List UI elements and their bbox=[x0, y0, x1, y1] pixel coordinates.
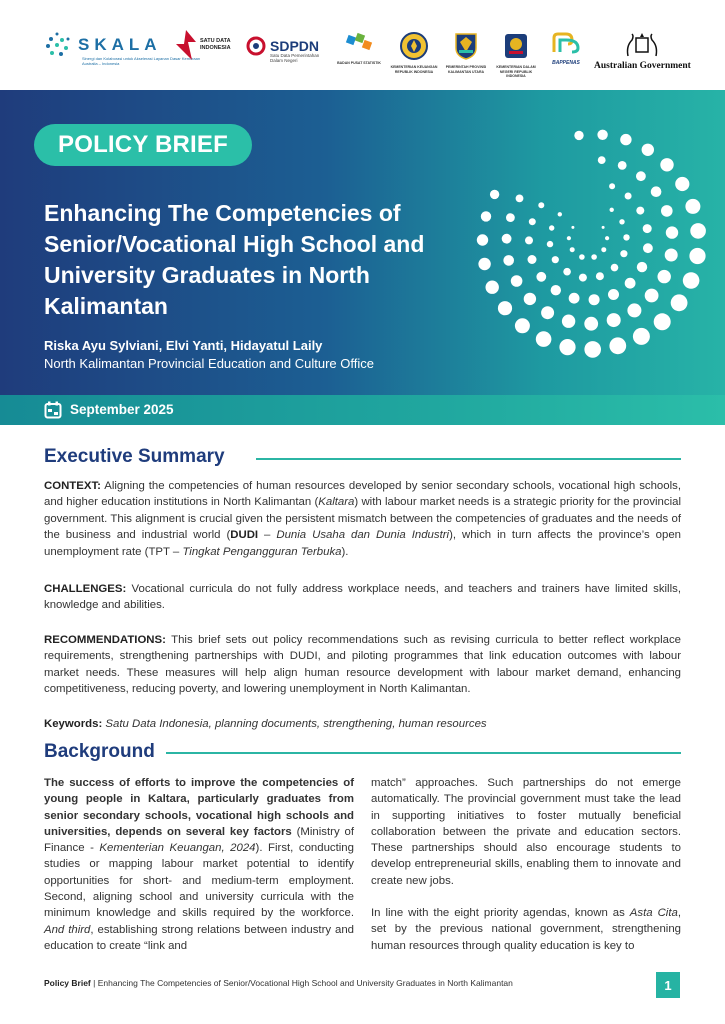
australian-government-text: Australian Government bbox=[594, 61, 691, 71]
swirl-dot bbox=[584, 317, 598, 331]
bappenas-caption: BAPPENAS bbox=[552, 60, 580, 66]
policy-brief-label: POLICY BRIEF bbox=[34, 124, 252, 166]
swirl-dot bbox=[660, 158, 673, 171]
swirl-dot bbox=[625, 278, 636, 289]
sdpdn-logo bbox=[246, 36, 320, 63]
publication-date: September 2025 bbox=[70, 402, 174, 417]
swirl-dot bbox=[619, 219, 624, 224]
satu-data-text: SATU DATA INDONESIA bbox=[200, 38, 231, 51]
australia-crest-icon bbox=[622, 32, 662, 58]
swirl-dot bbox=[607, 313, 621, 327]
swirl-dot bbox=[511, 275, 523, 287]
recommendations-label: RECOMMENDATIONS: bbox=[44, 634, 166, 646]
keywords-line bbox=[44, 716, 681, 732]
swirl-dot bbox=[584, 341, 601, 358]
bappenas-logo bbox=[540, 32, 592, 66]
recommendations-paragraph bbox=[44, 632, 681, 698]
australian-government-logo bbox=[594, 32, 691, 71]
background-text: ). First, conducting studies or mapping labour market potential to identify opportunities for short- and medium-term employment. Second, aligning school and university curricula with the minimum knowledge and skills required by the workforce. bbox=[44, 842, 354, 920]
context-label: CONTEXT: bbox=[44, 480, 101, 492]
swirl-dot bbox=[574, 131, 583, 140]
swirl-dot bbox=[486, 281, 499, 294]
context-paragraph bbox=[44, 478, 681, 560]
kaltara-caption: PEMERINTAH PROVINSI KALIMANTAN UTARA bbox=[445, 65, 487, 74]
background-text: (Ministry of Finance - bbox=[44, 825, 355, 855]
swirl-dot bbox=[579, 254, 585, 260]
swirl-dot bbox=[516, 195, 524, 203]
swirl-dot bbox=[683, 272, 700, 289]
background-right-column bbox=[371, 775, 681, 954]
skala-spiral-icon bbox=[42, 30, 72, 60]
kaltara-shield-icon bbox=[454, 32, 478, 60]
swirl-dot bbox=[636, 171, 646, 181]
background-left-column bbox=[44, 775, 354, 954]
swirl-dot bbox=[671, 294, 688, 311]
footer-separator: | bbox=[90, 978, 98, 988]
date-band bbox=[0, 395, 725, 425]
background-third: And third bbox=[44, 923, 91, 936]
footer-label: Policy Brief bbox=[44, 978, 91, 988]
background-right-paragraph-2 bbox=[371, 905, 681, 954]
keywords-label: Keywords: bbox=[44, 718, 103, 730]
kemenkeu-logo bbox=[388, 32, 440, 74]
swirl-dot bbox=[529, 218, 536, 225]
swirl-dot bbox=[515, 318, 530, 333]
swirl-dot bbox=[503, 255, 514, 266]
background-heading: Background bbox=[44, 741, 155, 762]
swirl-dot bbox=[538, 202, 544, 208]
swirl-dot bbox=[623, 234, 629, 240]
swirl-dot bbox=[552, 256, 559, 263]
background-right-paragraph-1: match” approaches. Such partnerships do not emerge automatically. The provincial government must take the lead in supporting initiatives to foster mutually beneficial collaboration between the private and education sectors. These partnerships should also encourage students to develop entrepreneurial skills, enabling them to innovate and create new jobs. bbox=[371, 777, 681, 887]
swirl-dot bbox=[524, 293, 536, 305]
footer-title: Enhancing The Competencies of Senior/Vocational High School and University Graduates in North Kalimantan bbox=[97, 978, 513, 988]
swirl-dot bbox=[658, 270, 671, 283]
swirl-dot bbox=[620, 250, 627, 257]
kemendagri-logo bbox=[490, 32, 542, 79]
bappenas-mark-icon bbox=[550, 32, 582, 56]
swirl-dot bbox=[643, 224, 652, 233]
swirl-dot bbox=[563, 268, 571, 276]
swirl-dot bbox=[661, 205, 673, 217]
affiliation: North Kalimantan Provincial Education and Culture Office bbox=[44, 356, 374, 371]
swirl-dot bbox=[618, 161, 627, 170]
context-kaltara: Kaltara bbox=[318, 496, 355, 509]
swirl-dot bbox=[506, 213, 515, 222]
swirl-dot bbox=[490, 190, 499, 199]
bps-mark-icon bbox=[344, 32, 374, 56]
swirl-dot bbox=[643, 243, 653, 253]
context-text: ) with labour market needs is a strategic priority for the provincial government. This alignment is crucial given the persistent mismatch between the competencies of graduates and the needs of the business and industrial world ( bbox=[44, 496, 681, 542]
kemendagri-caption: KEMENTERIAN DALAM NEGERI REPUBLIK INDONESIA bbox=[496, 65, 536, 78]
swirl-dot bbox=[665, 249, 678, 262]
swirl-dot bbox=[651, 186, 662, 197]
page-number: 1 bbox=[656, 972, 680, 998]
swirl-dot bbox=[598, 156, 606, 164]
page-footer bbox=[44, 978, 513, 988]
swirl-dot bbox=[478, 258, 490, 270]
swirl-dot bbox=[525, 236, 533, 244]
swirl-dot bbox=[536, 272, 546, 282]
swirl-dot bbox=[610, 208, 614, 212]
swirl-dot bbox=[597, 130, 607, 140]
skala-logo bbox=[42, 30, 201, 66]
swirl-dot bbox=[481, 211, 491, 221]
kemendagri-emblem-icon bbox=[503, 32, 529, 60]
swirl-dot bbox=[558, 212, 562, 216]
bps-logo bbox=[333, 32, 385, 66]
skala-name: SKALA bbox=[78, 35, 162, 54]
context-text: ). bbox=[341, 545, 349, 558]
swirl-dot bbox=[609, 183, 615, 189]
background-text: , establishing strong relations between industry and education to create “link and bbox=[44, 923, 354, 952]
swirl-dot bbox=[625, 193, 632, 200]
swirl-dot bbox=[549, 225, 554, 230]
swirl-dot bbox=[536, 331, 552, 347]
context-text: Aligning the competencies of human resources developed by senior secondary schools, vocational high schools, and higher education institutions in North Kalimantan ( bbox=[44, 480, 681, 509]
executive-summary-rule bbox=[256, 458, 681, 460]
swirl-dot bbox=[589, 294, 600, 305]
swirl-dot bbox=[567, 236, 571, 240]
swirl-dot bbox=[559, 339, 575, 355]
page-title: Enhancing The Competencies of Senior/Vocational High School and University Graduates in North Kalimantan bbox=[44, 200, 425, 319]
swirl-dot bbox=[690, 223, 706, 239]
bps-caption: BADAN PUSAT STATISTIK bbox=[337, 61, 381, 65]
challenges-paragraph bbox=[44, 581, 681, 614]
swirl-dot bbox=[609, 337, 626, 354]
kaltara-logo bbox=[440, 32, 492, 74]
background-citation: Kementerian Keuangan, 2024 bbox=[99, 842, 256, 855]
swirl-dot bbox=[633, 328, 650, 345]
swirl-dot bbox=[675, 177, 689, 191]
swirl-dot bbox=[562, 315, 575, 328]
sdpdn-sub: Satu Data Pemerintahan Dalam Negeri bbox=[270, 53, 320, 63]
swirl-dot bbox=[551, 285, 561, 295]
swirl-dot bbox=[620, 134, 631, 145]
recommendations-text: This brief sets out policy recommendations such as revising curricula to better reflect workplace requirements, strengthening partnerships with DUDI, and piloting programmes that link education outcomes with labour market needs. These measures will help align human resource development with labour market demand, enhancing competitiveness, reducing poverty, and lowering unemployment in North Kalimantan. bbox=[44, 634, 681, 696]
swirl-dot bbox=[611, 264, 619, 272]
swirl-dot bbox=[689, 248, 705, 264]
swirl-dot bbox=[498, 301, 512, 315]
swirl-dot bbox=[570, 247, 575, 252]
swirl-dot bbox=[571, 226, 574, 229]
satu-data-indonesia-logo bbox=[176, 30, 246, 60]
context-text: ), which in turn affects the province’s open unemployment rate (TPT – bbox=[44, 529, 682, 558]
swirl-dot bbox=[666, 226, 678, 238]
executive-summary-heading: Executive Summary bbox=[44, 446, 225, 467]
swirl-dot bbox=[541, 306, 554, 319]
context-text: – bbox=[258, 529, 277, 542]
kemenkeu-emblem-icon bbox=[400, 32, 428, 60]
swirl-dot bbox=[645, 289, 659, 303]
background-text: In line with the eight priority agendas, known as bbox=[371, 907, 630, 920]
swirl-dot bbox=[579, 274, 587, 282]
swirl-dot bbox=[591, 254, 597, 260]
swirl-dot bbox=[547, 241, 553, 247]
skala-tagline: Sinergi dan Kolaborasi untuk Akselerasi Layanan Dasar Kemitraan Australia – Indonesia bbox=[82, 56, 201, 66]
sdpdn-name: SDPDN bbox=[270, 38, 320, 54]
authors: Riska Ayu Sylviani, Elvi Yanti, Hidayatul Laily bbox=[44, 338, 323, 353]
swirl-dot bbox=[596, 272, 604, 280]
context-tpt-long: Tingkat Pengangguran Terbuka bbox=[182, 545, 342, 558]
swirl-dot bbox=[685, 199, 700, 214]
hero-banner bbox=[0, 90, 725, 395]
challenges-label: CHALLENGES: bbox=[44, 583, 127, 595]
partner-logo-bar bbox=[0, 0, 725, 90]
swirl-dot bbox=[569, 293, 580, 304]
swirl-dot bbox=[637, 262, 647, 272]
asta-cita-term: Asta Cita bbox=[629, 907, 678, 920]
challenges-text: Vocational curricula do not fully address workplace needs, and teachers and trainers have limited skills, knowledge and abilities. bbox=[44, 583, 681, 612]
background-text: , set by the previous national government, strengthening human resources through quality education is key to bbox=[371, 907, 681, 952]
swirl-dot bbox=[601, 247, 606, 252]
background-lead: The success of efforts to improve the competencies of young people in Kaltara, particularly graduates from senior secondary schools, vocational high schools and universities, depends on several key factors bbox=[44, 777, 354, 838]
sdpdn-mark-icon bbox=[246, 36, 266, 56]
swirl-dot bbox=[642, 144, 654, 156]
swirl-dot bbox=[502, 234, 512, 244]
satu-data-mark-icon bbox=[176, 30, 196, 60]
context-dudi-long: Dunia Usaha dan Dunia Industri bbox=[276, 529, 450, 542]
swirl-dot bbox=[605, 236, 609, 240]
swirl-dot bbox=[608, 289, 619, 300]
swirl-dot bbox=[627, 303, 641, 317]
swirl-dot bbox=[636, 207, 644, 215]
kemenkeu-caption: KEMENTERIAN KEUANGAN REPUBLIK INDONESIA bbox=[390, 65, 438, 74]
keywords-text: Satu Data Indonesia, planning documents, strengthening, human resources bbox=[105, 718, 487, 730]
swirl-dot bbox=[528, 255, 537, 264]
swirl-dot bbox=[602, 226, 605, 229]
calendar-icon bbox=[44, 401, 62, 419]
background-rule bbox=[166, 752, 681, 754]
swirl-dot bbox=[477, 234, 488, 245]
swirl-dot bbox=[654, 313, 671, 330]
decorative-dot-swirl bbox=[470, 110, 710, 370]
context-dudi: DUDI bbox=[230, 529, 259, 542]
